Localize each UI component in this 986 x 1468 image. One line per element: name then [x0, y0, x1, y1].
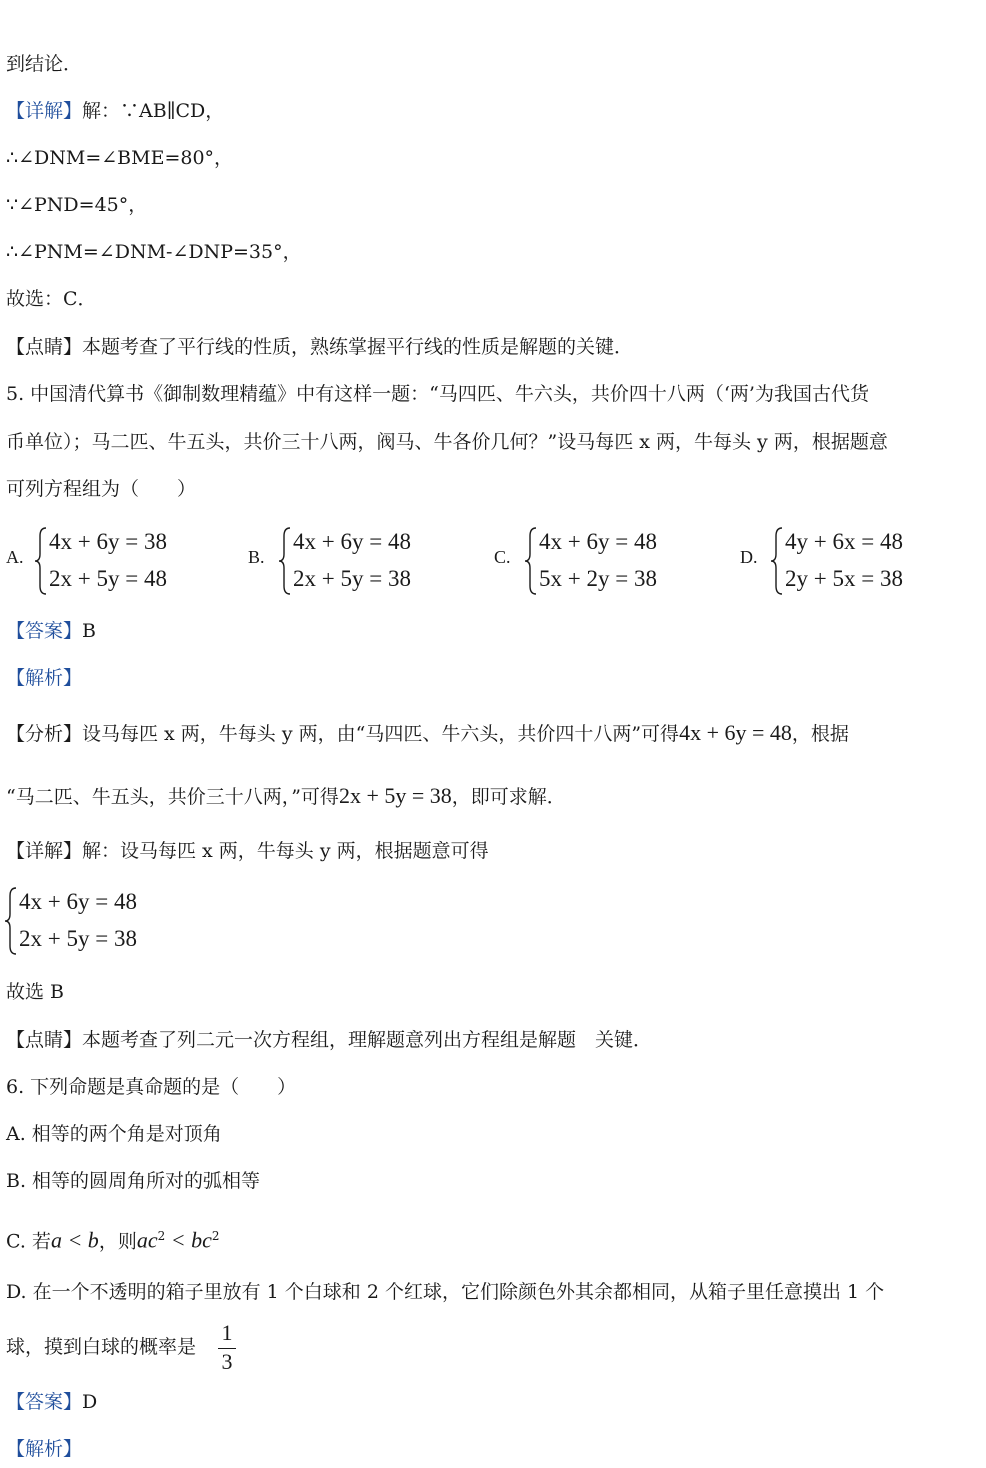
question-6-stem: 6. 下列命题是真命题的是（ ）: [6, 1076, 297, 1098]
detail-tag: 【详解】: [6, 100, 83, 122]
question-5-line-1: 5. 中国清代算书《御制数理精蕴》中有这样一题：“马四匹、牛六头，共价四十八两（‘两’为我国古代货: [6, 383, 869, 405]
solution-line: [6, 837, 489, 865]
analysis-line-1: [6, 719, 849, 748]
analysis-heading: 【解析】: [6, 667, 83, 689]
answer-value: D: [82, 1391, 98, 1413]
analysis-line-2: [6, 782, 566, 811]
answer-line: [6, 1388, 97, 1416]
solution-equation-system: [4, 886, 164, 956]
solution-tag: 【详解】: [6, 840, 83, 862]
answer-tag: 【答案】: [6, 620, 83, 642]
text-line: 故选：C．: [6, 288, 97, 310]
answer-value: B: [82, 620, 96, 642]
question-5-line-3: 可列方程组为（ ）: [6, 478, 197, 500]
option-label: A.: [6, 547, 24, 567]
analysis-tag: 【分析】: [6, 723, 83, 745]
detail-line: [6, 97, 224, 125]
analysis-heading: 【解析】: [6, 1438, 83, 1460]
analysis-equation: 2x + 5y = 38: [338, 783, 452, 808]
option-b: B. 相等的圆周角所对的弧相等: [6, 1170, 261, 1192]
detail-text: 解：∵AB∥CD，: [82, 100, 225, 122]
option-label: B.: [248, 547, 265, 567]
equation-1: 4x + 6y = 48: [293, 529, 411, 554]
analysis-equation: 4x + 6y = 48: [679, 720, 792, 745]
equation-system: [770, 526, 930, 596]
option-a: A. 相等的两个角是对顶角: [6, 1123, 222, 1145]
equation-2: 2y + 5x = 38: [785, 566, 903, 591]
option-text: C. 若: [6, 1230, 51, 1253]
option-d-line-1: D. 在一个不透明的箱子里放有 1 个白球和 2 个红球，它们除颜色外其余都相同，从箱子里任意摸出 1 个: [6, 1281, 885, 1303]
equation-2: 2x + 5y = 38: [19, 926, 137, 951]
equation-1: 4x + 6y = 48: [19, 889, 137, 914]
comment-line: [6, 1026, 652, 1054]
equation-1: 4x + 6y = 48: [539, 529, 657, 554]
fraction-denominator: 3: [221, 1349, 233, 1374]
condition-expression: a < b: [50, 1227, 99, 1253]
analysis-text: ，即可求解．: [451, 786, 566, 808]
option-text: ，则: [98, 1230, 137, 1253]
analysis-text: ，根据: [791, 723, 849, 745]
text-line: ∴∠PNM=∠DNM-∠DNP=35°，: [6, 241, 302, 263]
equation-2: 2x + 5y = 48: [49, 566, 167, 591]
equation-1: 4x + 6y = 38: [49, 529, 167, 554]
text-line: ∵∠PND=45°，: [6, 194, 148, 216]
answer-tag: 【答案】: [6, 1391, 83, 1413]
brace-icon: [4, 886, 18, 956]
equation-2: 2x + 5y = 38: [293, 566, 411, 591]
equation-1: 4y + 6x = 48: [785, 529, 903, 554]
choice-line: 故选 B: [6, 981, 65, 1003]
option-d-line-2: 球，摸到白球的概率是: [6, 1336, 197, 1358]
option-label: D.: [740, 547, 758, 567]
option-c: C. 若a < b，则$ac^2 < bc^2$: [6, 1227, 220, 1253]
comment-tag: 【点睛】: [6, 1029, 83, 1051]
brace-icon: [278, 526, 292, 596]
equation-system: [34, 526, 194, 596]
fraction: [216, 1320, 238, 1378]
brace-icon: [34, 526, 48, 596]
equation-system: [278, 526, 438, 596]
analysis-text: 设马每匹 x 两，牛每头 y 两，由“马四匹、牛六头，共价四十八两”可得: [82, 723, 680, 745]
brace-icon: [524, 526, 538, 596]
inequality-lhs: ac: [136, 1227, 158, 1253]
inequality-rhs: < bc: [165, 1227, 212, 1253]
equation-2: 5x + 2y = 38: [539, 566, 657, 591]
fraction-numerator: 1: [221, 1320, 233, 1345]
comment-text: 本题考查了列二元一次方程组，理解题意列出方程组是解题 关键．: [82, 1029, 653, 1051]
answer-line: [6, 617, 96, 645]
comment-line: [6, 333, 633, 361]
analysis-text: “马二匹、牛五头，共价三十八两，”可得: [6, 786, 339, 808]
text-line: 到结论．: [6, 53, 83, 75]
comment-text: 本题考查了平行线的性质，熟练掌握平行线的性质是解题的关键．: [82, 336, 634, 358]
question-5-line-2: 币单位）；马二匹、牛五头，共价三十八两，阀马、牛各价几何？”设马每匹 x 两，牛每头 y 两，根据题意: [6, 431, 888, 453]
comment-tag: 【点睛】: [6, 336, 83, 358]
equation-system: [524, 526, 684, 596]
brace-icon: [770, 526, 784, 596]
option-label: C.: [494, 547, 511, 567]
solution-text: 解：设马每匹 x 两，牛每头 y 两，根据题意可得: [82, 840, 489, 862]
text-line: ∴∠DNM=∠BME=80°，: [6, 147, 234, 169]
